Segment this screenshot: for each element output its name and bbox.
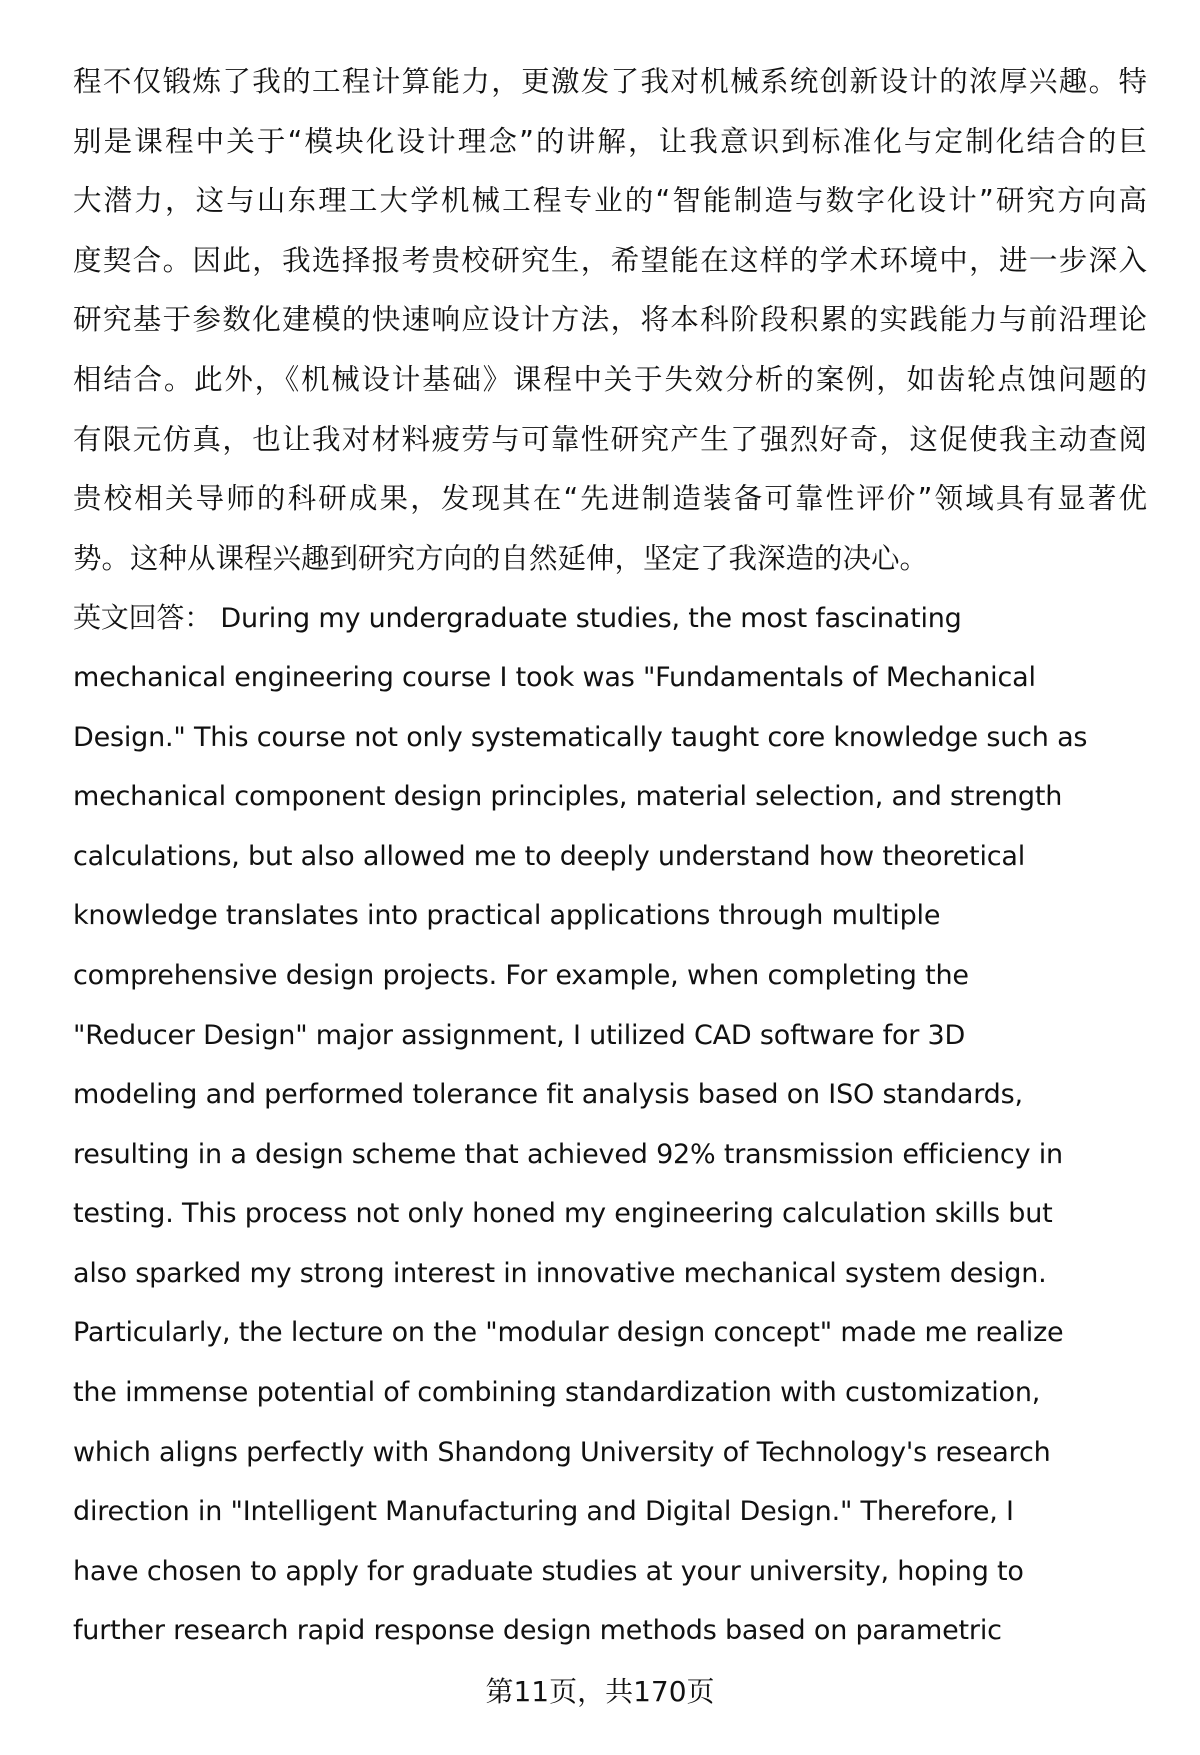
text-line: resulting in a design scheme that achieved 92% transmission efficiency in (73, 1138, 1063, 1170)
text-line: have chosen to apply for graduate studies at your university, hoping to (73, 1555, 1024, 1587)
text-line: 度契合。因此，我选择报考贵校研究生，希望能在这样的学术环境中，进一步深入 (73, 243, 1147, 277)
text-line: 贵校相关导师的科研成果，发现其在“先进制造装备可靠性评价”领域具有显著优 (73, 482, 1147, 516)
text-line: 别是课程中关于“模块化设计理念”的讲解，让我意识到标准化与定制化结合的巨 (73, 124, 1147, 158)
text-line: direction in "Intelligent Manufacturing and Digital Design." Therefore, I (73, 1496, 1014, 1528)
text-line: comprehensive design projects. For example, when completing the (73, 959, 969, 991)
text-line: knowledge translates into practical applications through multiple (73, 900, 941, 932)
text-line: calculations, but also allowed me to deeply understand how theoretical (73, 840, 1026, 872)
text-line: 势。这种从课程兴趣到研究方向的自然延伸，坚定了我深造的决心。 (73, 541, 929, 575)
text-line: modeling and performed tolerance fit analysis based on ISO standards, (73, 1079, 1023, 1111)
text-line: Particularly, the lecture on the "modular design concept" made me realize (73, 1317, 1064, 1349)
chinese-paragraph (73, 52, 1147, 588)
english-answer-label: 英文回答： (73, 601, 213, 635)
text-line: "Reducer Design" major assignment, I utilized CAD software for 3D (73, 1019, 966, 1051)
text-line: Design." This course not only systematically taught core knowledge such as (73, 721, 1088, 753)
text-line: 相结合。此外，《机械设计基础》课程中关于失效分析的案例，如齿轮点蚀问题的 (73, 362, 1147, 396)
text-line: which aligns perfectly with Shandong University of Technology's research (73, 1436, 1051, 1468)
text-line-content: During my undergraduate studies, the most fascinating (212, 603, 962, 635)
page-number: 第11页，共170页 (485, 1675, 715, 1708)
english-paragraph (73, 588, 1147, 1661)
text-line (73, 588, 1147, 648)
text-line: further research rapid response design methods based on parametric (73, 1615, 1002, 1647)
text-line: the immense potential of combining standardization with customization, (73, 1377, 1041, 1409)
text-line: 程不仅锻炼了我的工程计算能力，更激发了我对机械系统创新设计的浓厚兴趣。特 (73, 65, 1147, 98)
text-line: testing. This process not only honed my engineering calculation skills but (73, 1198, 1053, 1230)
document-body (73, 52, 1147, 1661)
text-line: 研究基于参数化建模的快速响应设计方法，将本科阶段积累的实践能力与前沿理论 (73, 303, 1147, 337)
text-line: 有限元仿真，也让我对材料疲劳与可靠性研究产生了强烈好奇，这促使我主动查阅 (73, 422, 1147, 456)
text-line: also sparked my strong interest in innovative mechanical system design. (73, 1257, 1047, 1289)
text-line: mechanical engineering course I took was "Fundamentals of Mechanical (73, 661, 1036, 693)
text-line: 大潜力，这与山东理工大学机械工程专业的“智能制造与数字化设计”研究方向高 (73, 184, 1147, 218)
text-line: mechanical component design principles, material selection, and strength (73, 781, 1063, 813)
